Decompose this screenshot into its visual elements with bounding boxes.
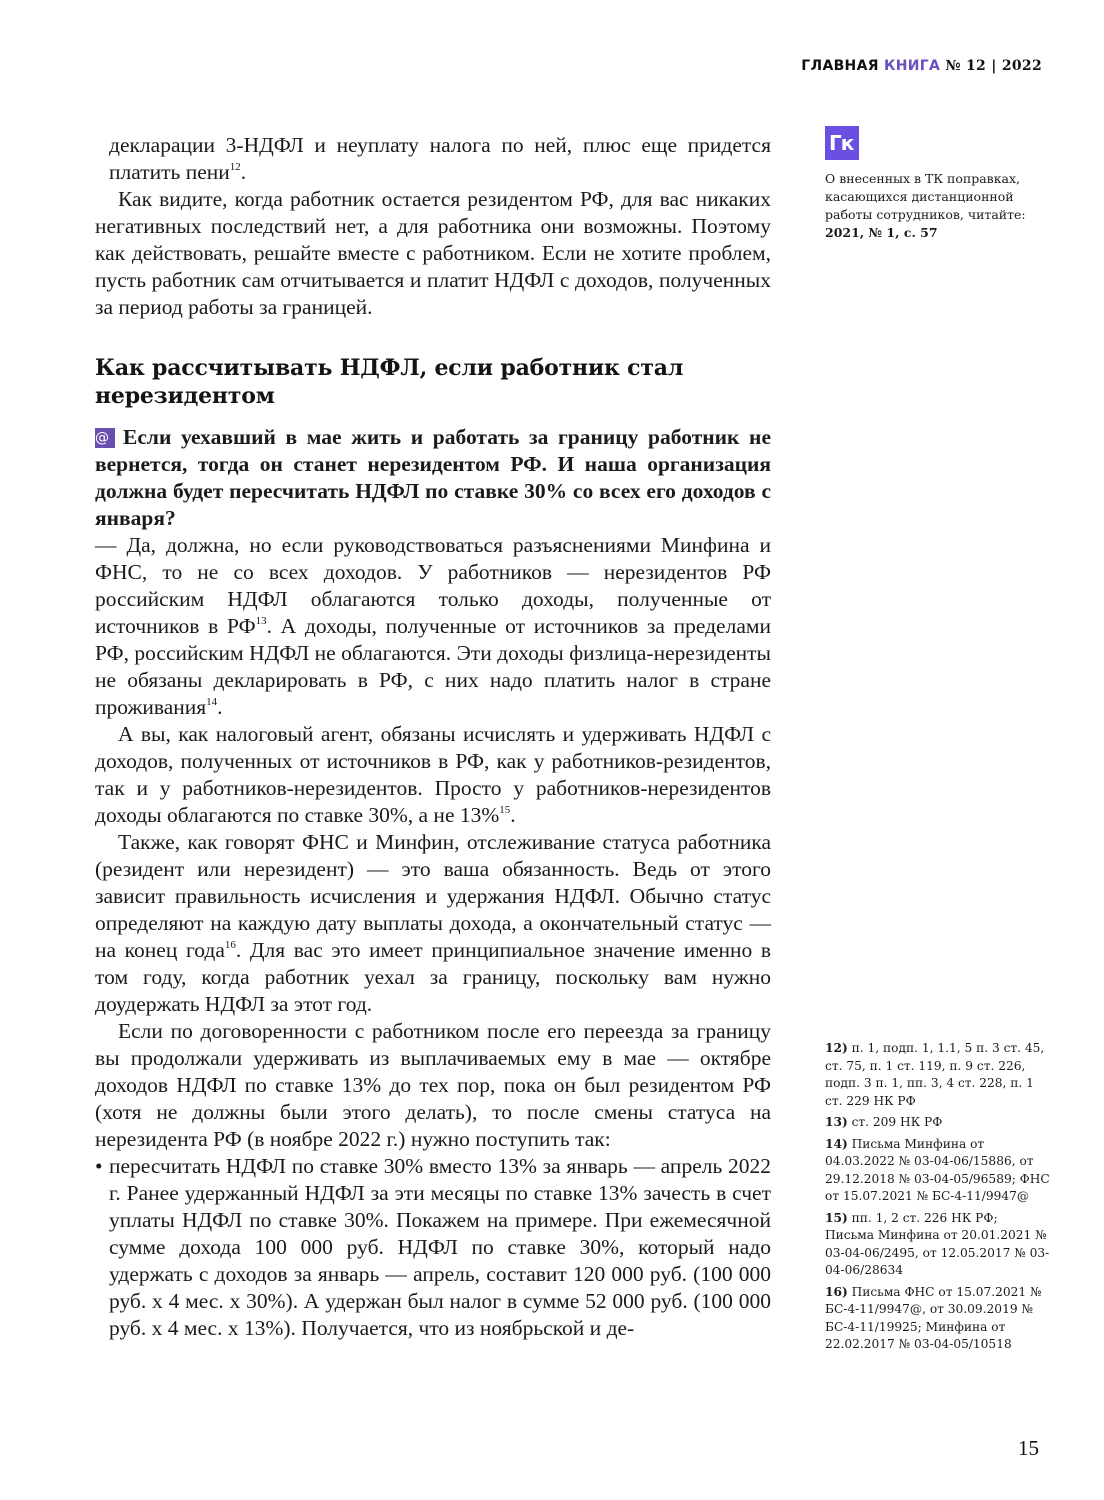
sidebar-note xyxy=(825,126,1050,242)
footnote-ref-14[interactable]: 14 xyxy=(206,696,218,708)
footnotes xyxy=(825,1040,1050,1358)
paragraph: А вы, как налоговый агент, обязаны исчислять и удерживать НДФЛ с доходов, полученных от источников в РФ, как у работников-резидентов, так и у работников-нерезидентов. Просто у работников-нерезидентов доходы облагаются по ставке 30%, а не 13%$^{15}$. xyxy=(95,722,771,827)
bullet-icon: • xyxy=(95,1154,103,1178)
reader-question: @ Если уехавший в мае жить и работать за границу работник не вернется, тогда он станет нерезидентом РФ. И наша организация должна будет пересчитать НДФЛ по ставке 30% со всех его доходов с января? xyxy=(95,425,771,530)
footnote-ref-16[interactable]: 16 xyxy=(224,939,236,951)
sidebar-note-text: О внесенных в ТК поправках, касающихся дистанционной работы сотрудников, читайте: xyxy=(825,171,1026,222)
footnote-14: 14) Письма Минфина от 04.03.2022 № 03-04-06/15886, от 29.12.2018 № 03-04-05/96589; ФНС от 15.07.2021 № БС-4-11/9947@ xyxy=(825,1136,1050,1203)
paragraph: Также, как говорят ФНС и Минфин, отслеживание статуса работника (резидент или нерезидент) — это ваша обязанность. Ведь от этого зависит правильность исчисления и удержания НДФЛ. Обычно статус определяют на каждую дату выплаты дохода, а окончательный статус — на конец года$^{16}$. Для вас это имеет принципиальное значение именно в том году, когда работник уехал за границу, поскольку вам нужно доудержать НДФЛ за этот год. xyxy=(95,830,771,1016)
answer-paragraph: — Да, должна, но если руководствоваться разъяснениями Минфина и ФНС, то не со всех доходов. У работников — нерезидентов РФ российским НДФЛ облагаются только доходы, полученные от источников в РФ$^{13}$. А доходы, полученные от источников за пределами РФ, российским НДФЛ не облагаются. Эти доходы физлица-нерезиденты не обязаны декларировать в РФ, с них надо платить налог в стране проживания$^{14}$. xyxy=(95,533,771,719)
page-number: 15 xyxy=(1018,1436,1039,1460)
brand-name-part1: ГЛАВНАЯ xyxy=(801,58,879,74)
footnote-ref-13[interactable]: 13 xyxy=(255,615,267,627)
paragraph-continuation: декларации 3-НДФЛ и неуплату налога по ней, плюс еще придется платить пени$^{12}$. xyxy=(109,133,771,184)
paragraph: Если по договоренности с работником после его переезда за границу вы продолжали удерживать из выплачиваемых ему в мае — октябре доходов НДФЛ по ставке 13% до тех пор, пока он был резидентом РФ (хотя не должны были этого делать), то после смены статуса на нерезидента РФ (в ноябре 2022 г.) нужно поступить так: xyxy=(95,1019,771,1151)
footnote-16: 16) Письма ФНС от 15.07.2021 № БС-4-11/9947@, от 30.09.2019 № БС-4-11/19925; Минфина от 22.02.2017 № 03-04-05/10518 xyxy=(825,1284,1042,1351)
section-heading: Как рассчитывать НДФЛ, если работник стал нерезидентом xyxy=(95,355,684,409)
footnote-ref-12[interactable]: 12 xyxy=(229,161,241,173)
footnote-12: 12) п. 1, подп. 1, 1.1, 5 п. 3 ст. 45, ст. 75, п. 1 ст. 119, п. 9 ст. 226, подп. 3 п. 1, пп. 3, 4 ст. 228, п. 1 ст. 229 НК РФ xyxy=(825,1041,1045,1108)
sidebar-note-reference[interactable]: 2021, № 1, с. 57 xyxy=(825,225,938,240)
brand-name-part2: КНИГА xyxy=(883,58,941,74)
footnote-15: 15) пп. 1, 2 ст. 226 НК РФ; Письма Минфина от 20.01.2021 № 03-04-06/2495, от 12.05.2017 № 03-04-06/28634 xyxy=(825,1210,1050,1277)
footnote-13: 13) ст. 209 НК РФ xyxy=(825,1115,943,1129)
article-body xyxy=(95,132,771,1342)
magazine-header xyxy=(801,58,1042,74)
footnote-ref-15[interactable]: 15 xyxy=(499,804,511,816)
issue-number: № 12 | 2022 xyxy=(945,58,1042,74)
at-icon: @ xyxy=(95,428,115,448)
gk-logo-icon: Гк xyxy=(825,126,859,160)
list-item: • пересчитать НДФЛ по ставке 30% вместо 13% за январь — апрель 2022 г. Ранее удержанный НДФЛ за эти месяцы по ставке 13% зачесть в счет уплаты НДФЛ по ставке 30%. Покажем на примере. При ежемесячной сумме дохода 100 000 руб. НДФЛ по ставке 30%, который надо удержать с доходов за январь — апрель, составит 120 000 руб. (100 000 руб. х 4 мес. х 30%). А удержан был налог в сумме 52 000 руб. (100 000 руб. х 4 мес. х 13%). Получается, что из ноябрьской и де- xyxy=(95,1154,771,1340)
paragraph: Как видите, когда работник остается резидентом РФ, для вас никаких негативных последствий нет, а для работника они возможны. Поэтому как действовать, решайте вместе с работником. Если не хотите проблем, пусть работник сам отчитывается и платит НДФЛ с доходов, полученных за период работы за границей. xyxy=(95,187,771,319)
